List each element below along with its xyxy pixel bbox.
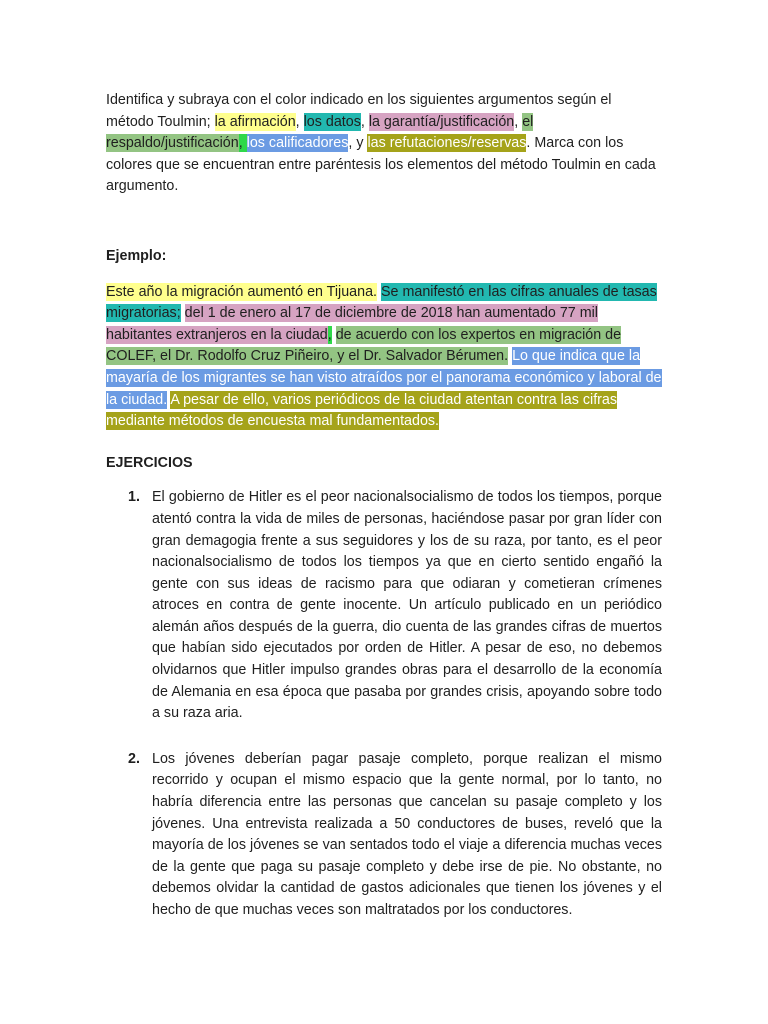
backing-color-label: el respaldo/justificación [106, 113, 534, 152]
example-qualifier: Lo que indica que la mayaría de los migrantes se han visto atraídos por el panorama económico y laboral de la ciudad. [106, 348, 662, 408]
instructions-text-6: , y [348, 135, 368, 152]
exercise-item-1 [106, 487, 662, 725]
exercise-text-1: El gobierno de Hitler es el peor nacionalsocialismo de todos los tiempos, porque atentó contra la vida de miles de personas, haciéndose pasar por gran líder con gran demagogia frente a sus seguidores y los de su raza, por tanto, es el peor nacionalsocialismo de todos los tiempos ya que en cierto sentido engañó la gente con sus ideas de racismo para que odiaran y cometieran crímenes atroces en contra de gente inocente. Un artículo publicado en un periódico alemán años después de la guerra, dio cuenta de las grandes cifras de muertos que habían sido ejecutados por orden de Hitler. A pesar de eso, no debemos olvidarnos que Hitler impulso grandes obras para el desarrollo de la economía de Alemania en esa época que pasaba por grandes crisis, apoyando sobre todo a su raza aria. [152, 489, 662, 722]
example-rebuttal: A pesar de ello, varios periódicos de la ciudad atentan contra las cifras mediante métodos de encuesta mal fundamentados. [106, 391, 618, 430]
exercise-list [106, 487, 662, 921]
instructions-text-3: , [360, 113, 369, 130]
claim-color-label: la afirmación [214, 113, 296, 130]
example-backing: de acuerdo con los expertos en migración de COLEF, el Dr. Rodolfo Cruz Piñeiro, y el Dr. Salvador Bérumen. [106, 326, 622, 365]
instructions-text-1: Identifica y subraya con el color indicado en los siguientes argumentos según el método Toulmin; [106, 92, 612, 130]
data-color-label: los datos [303, 113, 361, 130]
exercise-text-2: Los jóvenes deberían pagar pasaje completo, porque realizan el mismo recorrido y ocupan el mismo espacio que la gente normal, por lo tanto, no habría diferencia entre las personas que cancelan su pasaje completo y los jóvenes. Una entrevista realizada a 50 conductores de buses, reveló que la mayoría de los jóvenes se van sentados todo el viaje a diferencia muchas veces de la gente que paga su pasaje completo y debe irse de pie. No obstante, no debemos olvidar la cantidad de gastos adicionales que tienen los jóvenes y el hecho de que muchas veces son maltratados por los conductores. [152, 750, 662, 918]
exercises-heading: EJERCICIOS [106, 454, 193, 471]
example-paragraph [106, 282, 662, 433]
example-separator: , [327, 326, 332, 343]
example-heading: Ejemplo: [106, 247, 167, 264]
instructions-text-2: , [295, 113, 304, 130]
instructions-text-4: , [514, 113, 523, 130]
exercise-item-2 [106, 749, 662, 922]
warrant-color-label: la garantía/justificación [368, 113, 515, 130]
qualifier-color-label: los calificadores [246, 135, 349, 152]
example-data: Se manifestó en las cifras anuales de tasas migratorias; [106, 283, 657, 322]
rebuttal-color-label: las refutaciones/reservas [367, 135, 527, 152]
instructions-text-7: . Marca con los colores que se encuentran entre paréntesis los elementos del método Toulmin en cada argumento. [106, 135, 656, 195]
example-warrant: del 1 de enero al 17 de diciembre de 2018 han aumentado 77 mil habitantes extranjeros en la ciudad [106, 305, 598, 343]
instructions-text-5: , [238, 135, 247, 152]
exercise-number-1: 1. [128, 489, 140, 506]
instructions-paragraph [106, 90, 662, 198]
example-claim: Este año la migración aumentó en Tijuana. [106, 283, 378, 300]
exercise-number-2: 2. [128, 750, 140, 767]
